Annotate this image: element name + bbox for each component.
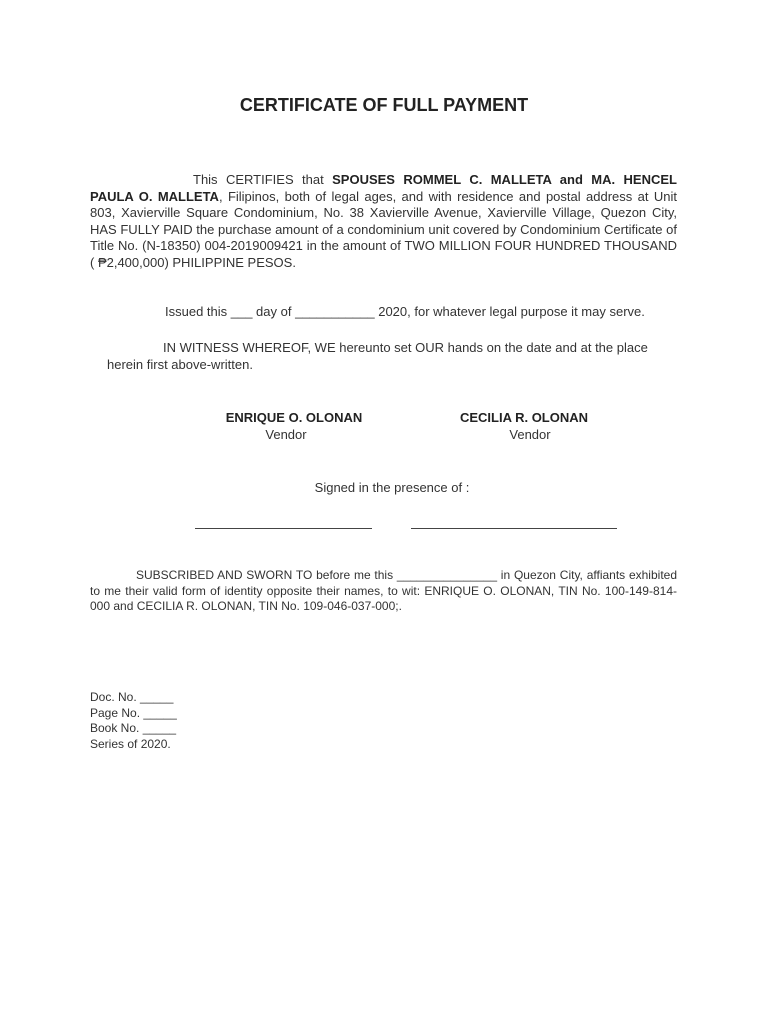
page-number: Page No. _____ [90,705,177,720]
vendor-2-name: CECILIA R. OLONAN [459,410,589,425]
presence-label: Signed in the presence of : [314,480,470,495]
book-number: Book No. _____ [90,721,177,735]
vendor-1-role: Vendor [265,427,307,442]
certify-intro: This CERTIFIES that [193,172,333,187]
witness-signature-line-2 [411,528,617,529]
jurat-paragraph: SUBSCRIBED AND SWORN TO before me this _______________ in Quezon City, affiants exhibited to me their valid form of identity opposite their names, to wit: ENRIQUE O. OLONAN, TIN No. 100-149-814-000 and CECILIA R. OLONAN, TIN No. 109-046-037-000;. [90,568,677,613]
certification-paragraph [90,172,677,271]
notarial-register [90,690,177,752]
issued-line: Issued this ___ day of ___________ 2020, for whatever legal purpose it may serve. [165,304,645,319]
vendor-1-name: ENRIQUE O. OLONAN [225,410,363,425]
witness-signature-line-1 [195,528,372,529]
witness-paragraph: IN WITNESS WHEREOF, WE hereunto set OUR hands on the date and at the place herein first above-written. [107,340,648,372]
series-year: Series of 2020. [90,736,171,751]
certify-body: , Filipinos, both of legal ages, and with residence and postal address at Unit 803, Xavierville Square Condominium, No. 38 Xavierville Avenue, Xavierville Village, Quezon City, HAS FULLY PAID the purchase amount of a condominium unit covered by Condominium Certificate of Title No. (N-18350) 004-2019009421 in the amount of TWO MILLION FOUR HUNDRED THOUSAND ( ₱2,400,000) PHILIPPINE PESOS. [90,188,677,270]
document-title: CERTIFICATE OF FULL PAYMENT [239,95,529,115]
doc-number: Doc. No. _____ [90,690,174,704]
vendor-2-role: Vendor [509,427,551,442]
buyer-names: SPOUSES ROMMEL C. MALLETA and MA. HENCEL PAULA O. MALLETA [90,172,677,204]
